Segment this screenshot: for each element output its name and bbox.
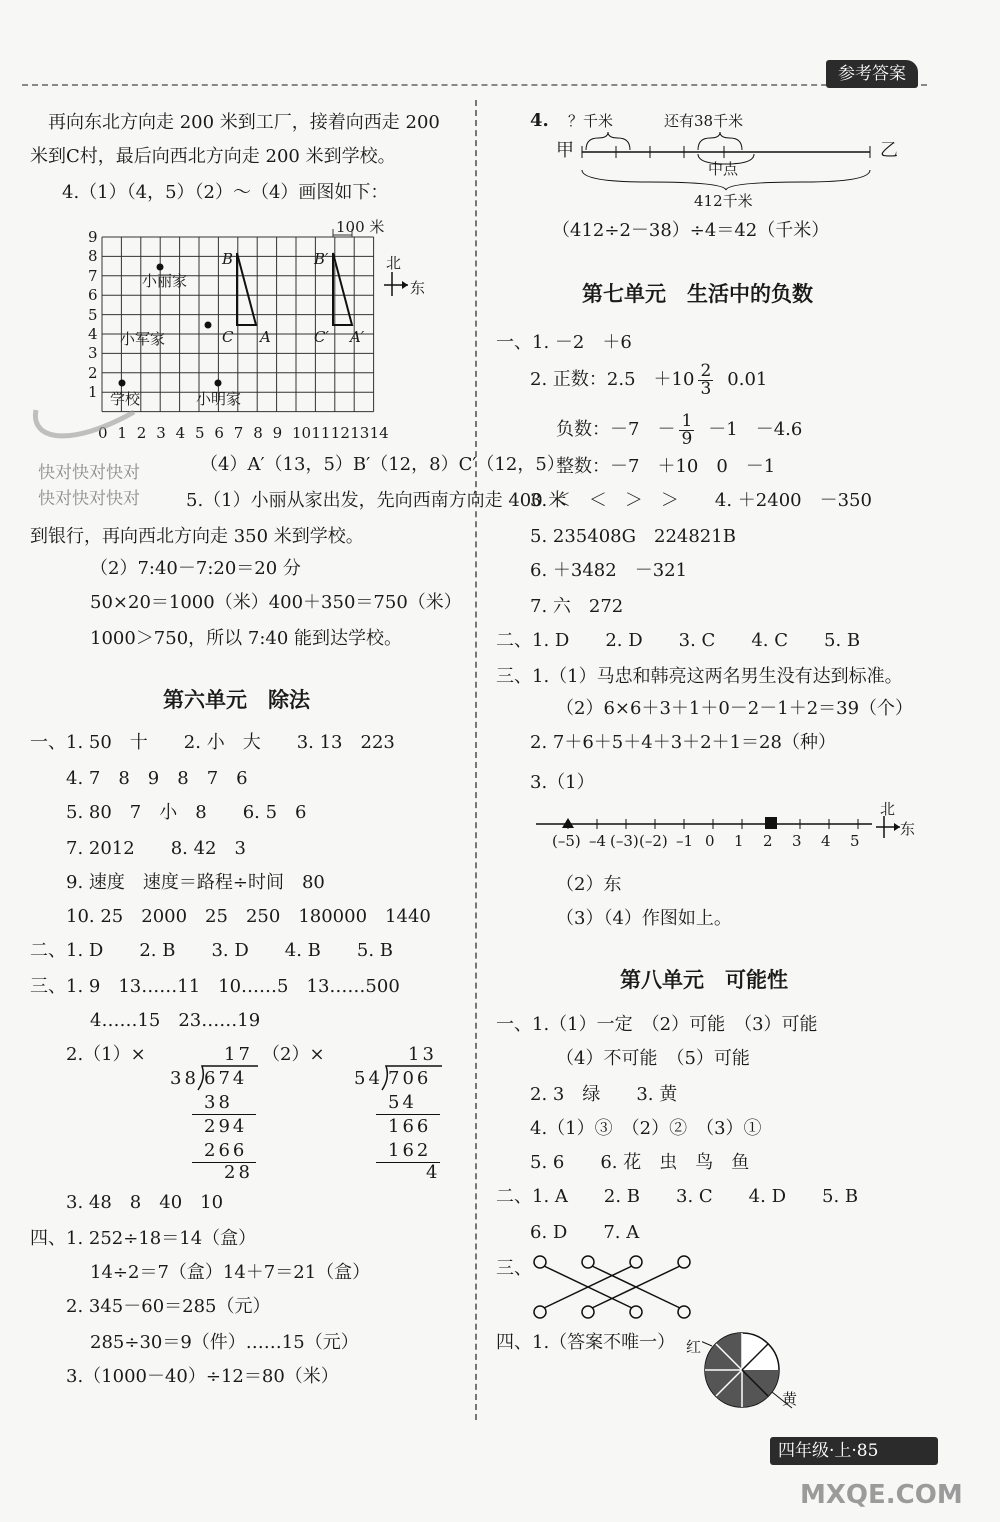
x-tick-label: 8 [253,424,263,442]
nl-tick-label: –1 [676,832,694,850]
left-line-8: 50×20＝1000（米）400＋350＝750（米） [90,592,462,613]
y-tick-label: 7 [88,266,98,285]
label-c-prime: C′ [314,328,329,346]
frac2-denominator: 9 [681,428,693,449]
y-tick-label: 3 [88,344,98,363]
u6-line-8: 三、1. 9 13……11 10……5 13……500 [30,976,400,997]
u6-line-9: 4……15 23……19 [90,1010,261,1031]
unit6-title: 第六单元 除法 [163,687,310,712]
y-tick-label: 2 [88,363,98,382]
long-division-1 [170,1044,260,1184]
div2-divisor: 54 [354,1068,383,1089]
left-line-7: （2）7:40－7:20＝20 分 [90,558,301,579]
u6b-line-1: 3. 48 8 40 10 [66,1192,224,1213]
label-a: A [260,328,271,346]
div2-remainder: 4 [426,1162,441,1183]
square-marker [765,817,777,829]
spinner-pie [702,1330,802,1410]
u6b-line-2: 四、1. 252÷18＝14（盒） [30,1228,257,1249]
r-q4-unknown: ？千米 [568,112,614,130]
long-division-2 [354,1044,444,1184]
u7-line-15: （3）（4）作图如上。 [556,908,732,929]
x-tick-label: 9 [272,424,283,442]
div2-step-1: 54 [388,1092,417,1113]
unit8-title: 第八单元 可能性 [620,967,788,992]
x-tick-label: 1 [117,424,127,442]
div2-quotient: 13 [408,1044,437,1065]
u8-line-5: 5. 6 6. 花 虫 鸟 鱼 [530,1152,750,1173]
x-tick-label: 3 [156,424,166,442]
u7-line-11: （2）6×6＋3＋1＋0－2－1＋2＝39（个） [556,698,914,719]
column-divider [475,100,477,1420]
u8-line-7: 6. D 7. A [530,1222,640,1243]
frac1-denominator: 3 [700,378,712,399]
r-jia: 甲 [556,140,574,161]
u6b-line-5: 285÷30＝9（件）……15（元） [90,1332,359,1353]
u8-line-4: 4.（1）③ （2）② （3）① [530,1118,762,1139]
y-tick-label: 9 [88,228,98,246]
u7-line-6: 5. 235408G 224821B [530,526,736,547]
left-line-6: 到银行，再向西北方向走 350 米到学校。 [30,526,364,547]
matching-diagram [528,1252,698,1322]
u7-line-10: 三、1.（1）马忠和韩亮这两名男生没有达到标准。 [496,666,903,687]
u6-line-5: 9. 速度 速度＝路程÷时间 80 [66,872,325,893]
u8-line-2: （4）不可能 （5）可能 [556,1048,750,1069]
u6b-line-3: 14÷2＝7（盒）14＋7＝21（盒） [90,1262,371,1283]
nl-tick-label: (–5) [552,832,581,850]
scale-label: 100 米 [336,218,385,236]
x-tick-label: 10 [292,424,312,442]
u7-negative-label: 负数：－7 － [556,419,676,440]
watermark-logo: MXQE.COM [800,1480,963,1510]
left-line-9: 1000＞750，所以 7:40 能到达学校。 [90,628,403,649]
u8-line-1: 一、1.（1）一定 （2）可能 （3）可能 [496,1014,818,1035]
r-q4-number: 4. [530,110,549,131]
u6b-line-4: 2. 345－60＝285（元） [66,1296,271,1317]
label-red: 红 [686,1338,702,1356]
watermark-swoosh [30,400,140,450]
x-tick-label: 5 [195,424,205,442]
u7-line-9: 二、1. D 2. D 3. C 4. C 5. B [496,630,861,651]
u6-line-4: 7. 2012 8. 42 3 [66,838,246,859]
u7-negative-rest: －1 －4.6 [708,419,803,440]
label-xiaojun: 小军家 [120,330,166,348]
x-tick-label: 2 [136,424,147,442]
triangle-marker [562,818,574,828]
y-tick-label: 6 [88,286,98,305]
nl-tick-label: 5 [850,832,860,850]
r-yi: 乙 [880,140,898,161]
y-tick-label: 8 [88,247,98,266]
div1-remainder: 28 [224,1162,253,1183]
u7-line-5: 3. ＜ ＜ ＞ ＞ 4. ＋2400 －350 [530,490,872,511]
u6-line-1: 一、1. 50 十 2. 小 大 3. 13 223 [30,732,395,753]
east-label-left: 东 [410,279,426,297]
u8-line-9: 四、1.（答案不唯一） [496,1332,676,1353]
label-a-prime: A′ [350,328,365,346]
x-tick-label: 0 [98,424,108,442]
school-point [119,380,126,387]
nl-tick-label: 0 [705,832,715,850]
div1-divisor: 38 [170,1068,199,1089]
r-midpoint: 中点 [708,160,739,178]
r-q4-equation: （412÷2－38）÷4＝42（千米） [552,220,830,241]
east-label-right: 东 [900,820,916,838]
x-tick-label: 6 [214,424,224,442]
x-tick-label: 12 [330,424,350,442]
x-tick-label: 14 [369,424,389,442]
nl-tick-label: 2 [763,832,773,850]
div1-dividend: 674 [204,1068,248,1089]
x-tick-label: 4 [175,424,186,442]
u7-line-12: 2. 7＋6＋5＋4＋3＋2＋1＝28（种） [530,732,836,753]
left-line-3: 4.（1）（4，5）（2）～（4）画图如下： [62,182,389,203]
label-yellow: 黄 [782,1390,798,1408]
u6-line-10: 2.（1）× [66,1044,146,1065]
unit7-title: 第七单元 生活中的负数 [582,281,813,306]
nl-tick-label: (–3) [610,832,639,850]
u7-line-3 [556,412,802,448]
u6-line-6: 10. 25 2000 25 250 180000 1440 [66,906,431,927]
x-tick-label: 11 [311,424,331,442]
frac1-numerator: 2 [700,360,712,381]
r-total: 412千米 [694,192,753,210]
y-tick-label: 4 [88,325,98,343]
label-xiaoli: 小丽家 [142,272,188,290]
xiaoming-point [215,380,222,387]
u6-line-7: 二、1. D 2. B 3. D 4. B 5. B [30,940,394,961]
div1-step-2: 294 [204,1116,248,1137]
north-label-right: 北 [880,800,896,818]
u8-line-3: 2. 3 绿 3. 黄 [530,1084,678,1105]
y-tick-label: 1 [88,383,98,402]
fraction-one-ninth [679,410,694,449]
u8-line-8: 三、 [496,1258,532,1279]
u6b-line-6: 3.（1000－40）÷12＝80（米） [66,1366,339,1387]
nl-tick-label: 4 [821,832,831,850]
u7-line-8: 7. 六 272 [530,596,624,617]
x-tick-label: 13 [350,424,370,442]
x-tick-label: 7 [233,424,244,442]
frac2-numerator: 1 [681,410,693,431]
label-b-prime: B′ [314,250,329,268]
u7-line-14: （2）东 [556,874,622,895]
header-rule [22,84,927,86]
north-label-left: 北 [386,254,402,272]
fraction-two-thirds [698,360,713,399]
u8-line-6: 二、1. A 2. B 3. C 4. D 5. B [496,1186,859,1207]
xiaojun-point [205,322,212,329]
u6-line-11: （2）× [262,1044,325,1065]
r-q4-remaining: 还有38千米 [664,112,744,130]
left-line-2: 米到C村，最后向西北方向走 200 米到学校。 [30,146,396,167]
nl-tick-label: –4 [589,832,607,850]
u7-positive-label: 2. 正数：2.5 ＋10 [530,369,695,390]
div1-step-1: 38 [204,1092,233,1113]
left-line-1: 再向东北方向走 200 米到工厂，接着向西走 200 [48,112,440,133]
label-b: B [222,250,234,268]
div1-step-3: 266 [204,1140,248,1161]
y-tick-label: 5 [88,305,98,324]
u7-line-7: 6. ＋3482 －321 [530,560,688,581]
u7-line-4: 整数：－7 ＋10 0 －1 [556,456,776,477]
div2-dividend: 706 [388,1068,432,1089]
label-school: 学校 [110,390,141,408]
u6-line-2: 4. 7 8 9 8 7 6 [66,768,248,789]
div1-quotient: 17 [224,1044,253,1065]
page-footer: 四年级·上·85 [770,1437,938,1465]
u7-line-13: 3.（1） [530,772,595,793]
u7-positive-last: 0.01 [727,369,768,390]
div2-step-3: 162 [388,1140,432,1161]
label-c: C [222,328,234,346]
div2-step-2: 166 [388,1116,432,1137]
left-line-5: 5.（1）小丽从家出发，先向西南方向走 400 米 [186,490,567,511]
nl-tick-label: 3 [792,832,802,850]
nl-tick-label: 1 [734,832,744,850]
nl-tick-label: (–2) [639,832,668,850]
watermark-text-1: 快对快对快对 [38,463,140,483]
compass-icon [380,270,414,300]
answer-badge: 参考答案 [826,60,918,88]
left-line-4: （4）A′（13，5）B′（12，8）C′（12，5） [200,454,565,475]
u7-line-2 [530,362,767,398]
label-xiaoming: 小明家 [196,390,242,408]
watermark-text-2: 快对快对快对 [38,489,140,509]
u7-line-1: 一、1. －2 ＋6 [496,332,632,353]
u6-line-3: 5. 80 7 小 8 6. 5 6 [66,802,307,823]
